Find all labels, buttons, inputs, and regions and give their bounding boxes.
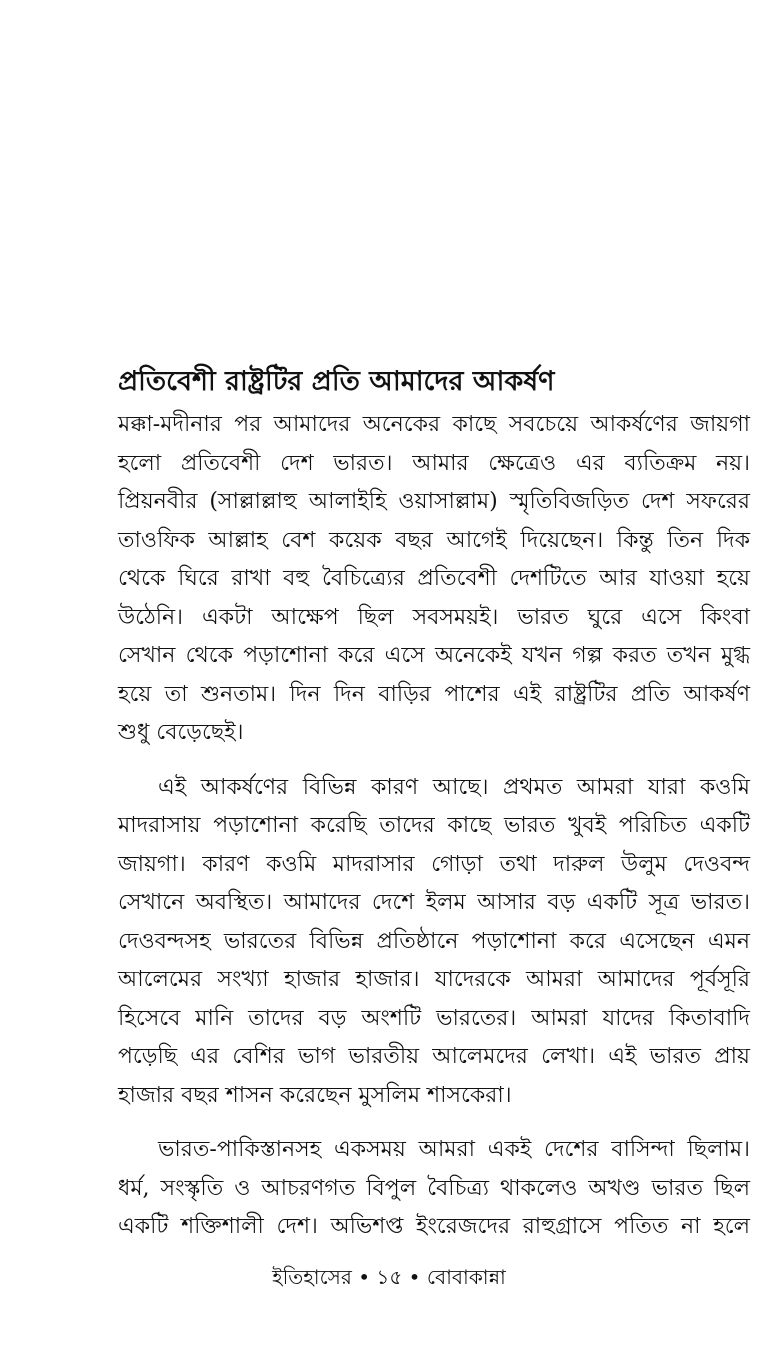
text-line: পড়েছি এর বেশির ভাগ ভারতীয় আলেমদের লেখা। এই ভারত প্রায় xyxy=(118,1044,750,1069)
text-line: হয়ে তা শুনতাম। দিন দিন বাড়ির পাশের এই রাষ্ট্রটির প্রতি আকর্ষণ xyxy=(118,681,750,707)
text-line: ভারত-পাকিস্তানসহ একসময় আমরা একই দেশের বাসিন্দা ছিলাম। xyxy=(158,1137,750,1162)
text-line: মাদরাসায় পড়াশোনা করেছি তাদের কাছে ভারত খুবই পরিচিত একটি xyxy=(118,813,750,838)
text-line: হাজার বছর শাসন করেছেন মুসলিম শাসকেরা। xyxy=(118,1082,512,1108)
text-line: জায়গা। কারণ কওমি মাদরাসার গোড়া তথা দারুল উলুম দেওবন্দ xyxy=(118,851,750,877)
page-body xyxy=(118,360,750,1247)
text-line: উঠেনি। একটা আক্ষেপ ছিল সবসময়ই। ভারত ঘুরে এসে কিংবা xyxy=(118,604,750,630)
paragraph-gap xyxy=(118,1115,750,1131)
paragraph-1 xyxy=(118,406,750,753)
text-line: তাওফিক আল্লাহ বেশ কয়েক বছর আগেই দিয়েছেন। কিন্তু তিন দিক xyxy=(118,527,750,553)
text-line: মক্কা-মদীনার পর আমাদের অনেকের কাছে সবচেয়ে আকর্ষণের জায়গা xyxy=(118,412,750,437)
text-line: শুধু বেড়েছেই। xyxy=(118,720,244,745)
paragraph-2 xyxy=(118,769,750,1116)
text-line: হলো প্রতিবেশী দেশ ভারত। আমার ক্ষেত্রেও এর ব্যতিক্রম নয়। xyxy=(118,450,750,476)
text-line: হিসেবে মানি তাদের বড় অংশটি ভারতের। আমরা যাদের কিতাবাদি xyxy=(118,1005,750,1031)
text-line: থেকে ঘিরে রাখা বহু বৈচিত্র্যের প্রতিবেশী দেশটিতে আর যাওয়া হয়ে xyxy=(118,566,750,591)
text-line: সেখানে অবস্থিত। আমাদের দেশে ইলম আসার বড় একটি সূত্র ভারত। xyxy=(118,890,750,915)
section-heading: প্রতিবেশী রাষ্ট্রটির প্রতি আমাদের আকর্ষণ xyxy=(118,366,555,397)
text-line: একটি শক্তিশালী দেশ। অভিশপ্ত ইংরেজদের রাহুগ্রাসে পতিত না হলে xyxy=(118,1214,750,1239)
paragraph-3 xyxy=(118,1131,750,1247)
text-line: দেওবন্দসহ ভারতের বিভিন্ন প্রতিষ্ঠানে পড়াশোনা করে এসেছেন এমন xyxy=(118,928,750,954)
text-line: প্রিয়নবীর (সাল্লাল্লাহু আলাইহি ওয়াসাল্লাম) স্মৃতিবিজড়িত দেশ সফরের xyxy=(118,489,750,514)
text-line: সেখান থেকে পড়াশোনা করে এসে অনেকেই যখন গল্প করত তখন মুগ্ধ xyxy=(118,643,750,668)
page-footer: ইতিহাসের • ১৫ • বোবাকান্না xyxy=(272,1265,506,1289)
text-line: ধর্ম, সংস্কৃতি ও আচরণগত বিপুল বৈচিত্র্য থাকলেও অখণ্ড ভারত ছিল xyxy=(118,1175,750,1201)
text-line: এই আকর্ষণের বিভিন্ন কারণ আছে। প্রথমত আমরা যারা কওমি xyxy=(158,774,750,800)
text-line: আলেমের সংখ্যা হাজার হাজার। যাদেরকে আমরা আমাদের পূর্বসূরি xyxy=(118,967,750,992)
paragraph-gap xyxy=(118,753,750,769)
